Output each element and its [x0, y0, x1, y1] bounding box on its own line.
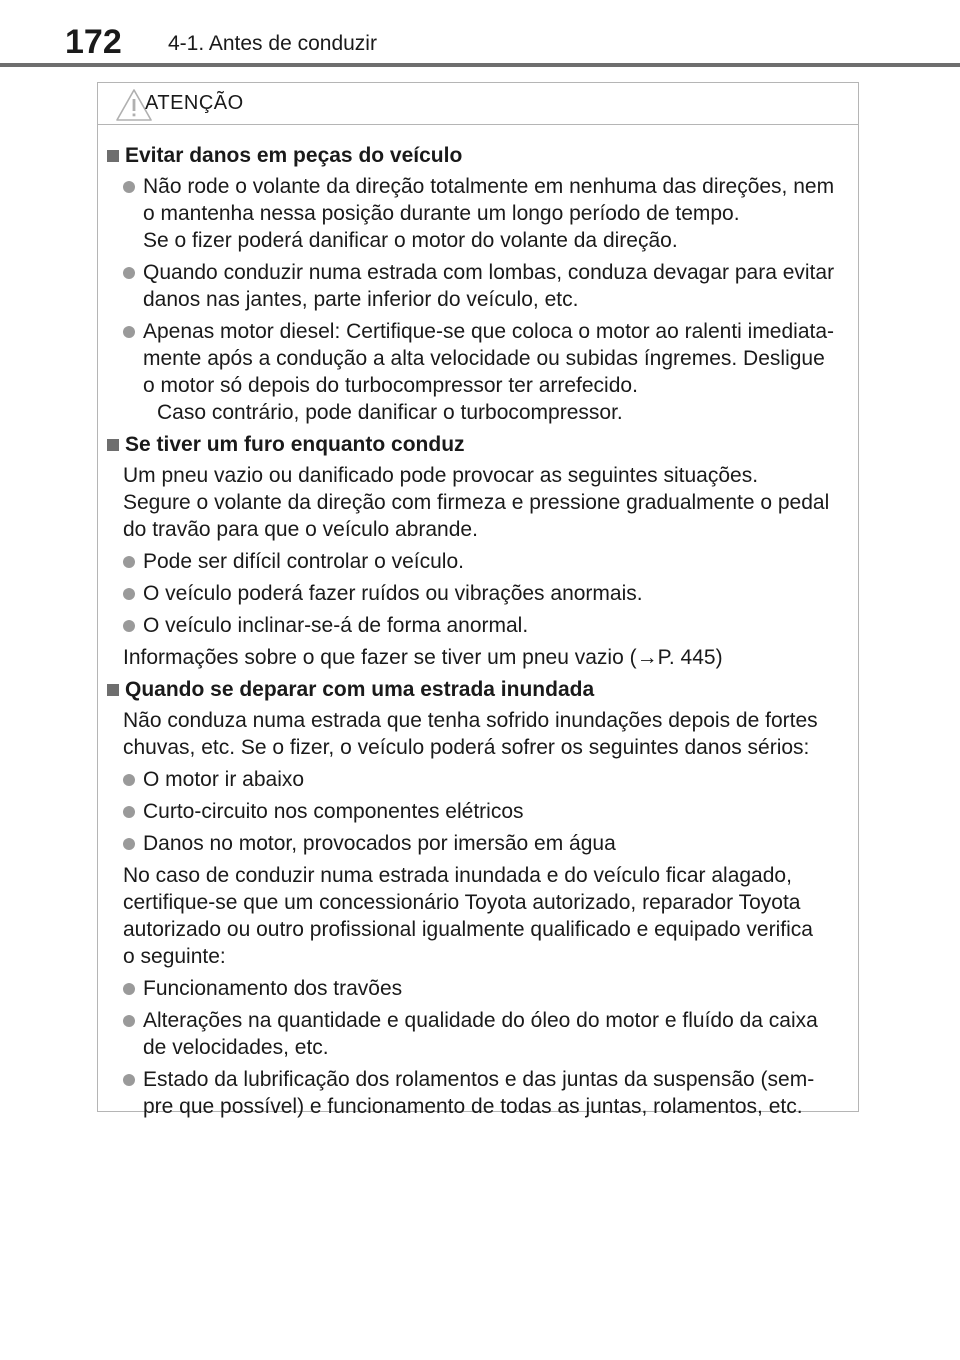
square-bullet-icon [107, 150, 119, 162]
text-line: Informações sobre o que fazer se tiver um pneu vazio (→P. 445) [123, 646, 723, 669]
text-line: certifique-se que um concessionário Toyota autorizado, reparador Toyota [123, 891, 801, 914]
section-heading [105, 431, 853, 459]
text-line: Curto-circuito nos componentes elétricos [143, 800, 524, 823]
circle-bullet-icon [123, 983, 135, 995]
warning-title: ATENÇÃO [145, 92, 244, 114]
text-line: No caso de conduzir numa estrada inundada e do veículo ficar alagado, [123, 864, 792, 887]
circle-bullet-icon [123, 1015, 135, 1027]
text-line: Alterações na quantidade e qualidade do óleo do motor e fluído da caixa [143, 1009, 818, 1032]
text-line: Danos no motor, provocados por imersão em água [143, 832, 616, 855]
text-line: Quando conduzir numa estrada com lombas, conduza devagar para evitar [143, 261, 835, 284]
section-heading [105, 142, 853, 170]
text-line: o motor só depois do turbocompressor ter arrefecido. [143, 374, 638, 397]
header-divider [0, 63, 960, 67]
text-line: danos nas jantes, parte inferior do veículo, etc. [143, 288, 579, 311]
text-line: Funcionamento dos travões [143, 977, 403, 1000]
circle-bullet-icon [123, 326, 135, 338]
text-line: chuvas, etc. Se o fizer, o veículo poderá sofrer os seguintes danos sérios: [123, 736, 810, 759]
warning-header [98, 83, 858, 125]
text-line: Um pneu vazio ou danificado pode provocar as seguintes situações. [123, 464, 759, 487]
section-title: 4-1. Antes de conduzir [168, 32, 377, 55]
bullet-item [105, 1007, 853, 1061]
text-line: o mantenha nessa posição durante um longo período de tempo. [143, 202, 740, 225]
circle-bullet-icon [123, 556, 135, 568]
square-bullet-icon [107, 684, 119, 696]
warning-box [97, 82, 859, 1118]
text-line: Segure o volante da direção com firmeza e pressione gradualmente o pedal [123, 491, 830, 514]
text-line: Caso contrário, pode danificar o turbocompressor. [157, 401, 623, 424]
circle-bullet-icon [123, 181, 135, 193]
text-line: autorizado ou outro profissional igualmente qualificado e equipado verifica [123, 918, 813, 941]
paragraph [105, 707, 853, 761]
circle-bullet-icon [123, 588, 135, 600]
text-line: Apenas motor diesel: Certifique-se que coloca o motor ao ralenti imediata- [143, 320, 835, 343]
section-heading-text: Se tiver um furo enquanto conduz [125, 433, 465, 456]
bullet-item [105, 548, 853, 575]
bullet-item [105, 612, 853, 639]
bullet-item [105, 798, 853, 825]
circle-bullet-icon [123, 806, 135, 818]
paragraph [105, 644, 853, 671]
text-line: Não conduza numa estrada que tenha sofrido inundações depois de fortes [123, 709, 818, 732]
bullet-item [105, 766, 853, 793]
square-bullet-icon [107, 439, 119, 451]
bullet-item [105, 580, 853, 607]
bullet-item [105, 830, 853, 857]
text-line: Estado da lubrificação dos rolamentos e das juntas da suspensão (sem- [143, 1068, 815, 1091]
bullet-item [105, 259, 853, 313]
section-heading-text: Evitar danos em peças do veículo [125, 144, 463, 167]
text-line: do travão para que o veículo abrande. [123, 518, 478, 541]
text-line: pre que possível) e funcionamento de todas as juntas, rolamentos, etc. [143, 1095, 803, 1118]
text-line: o seguinte: [123, 945, 226, 968]
section-heading [105, 676, 853, 704]
text-line: O motor ir abaixo [143, 768, 305, 791]
circle-bullet-icon [123, 1074, 135, 1086]
circle-bullet-icon [123, 774, 135, 786]
page-header [0, 0, 960, 68]
text-line: Não rode o volante da direção totalmente em nenhuma das direções, nem [143, 175, 835, 198]
paragraph [105, 462, 853, 543]
text-line: Pode ser difícil controlar o veículo. [143, 550, 464, 573]
bullet-item [105, 1066, 853, 1120]
bullet-item [105, 173, 853, 254]
warning-body [105, 142, 853, 1125]
circle-bullet-icon [123, 620, 135, 632]
bullet-item [105, 318, 853, 426]
bullet-item [105, 975, 853, 1002]
page-number: 172 [65, 23, 122, 61]
paragraph [105, 862, 853, 970]
circle-bullet-icon [123, 267, 135, 279]
text-line: Se o fizer poderá danificar o motor do volante da direção. [143, 229, 678, 252]
text-line: mente após a condução a alta velocidade ou subidas íngremes. Desligue [143, 347, 825, 370]
text-line: de velocidades, etc. [143, 1036, 329, 1059]
circle-bullet-icon [123, 838, 135, 850]
text-line: O veículo poderá fazer ruídos ou vibrações anormais. [143, 582, 643, 605]
section-heading-text: Quando se deparar com uma estrada inundada [125, 678, 595, 701]
text-line: O veículo inclinar-se-á de forma anormal. [143, 614, 529, 637]
